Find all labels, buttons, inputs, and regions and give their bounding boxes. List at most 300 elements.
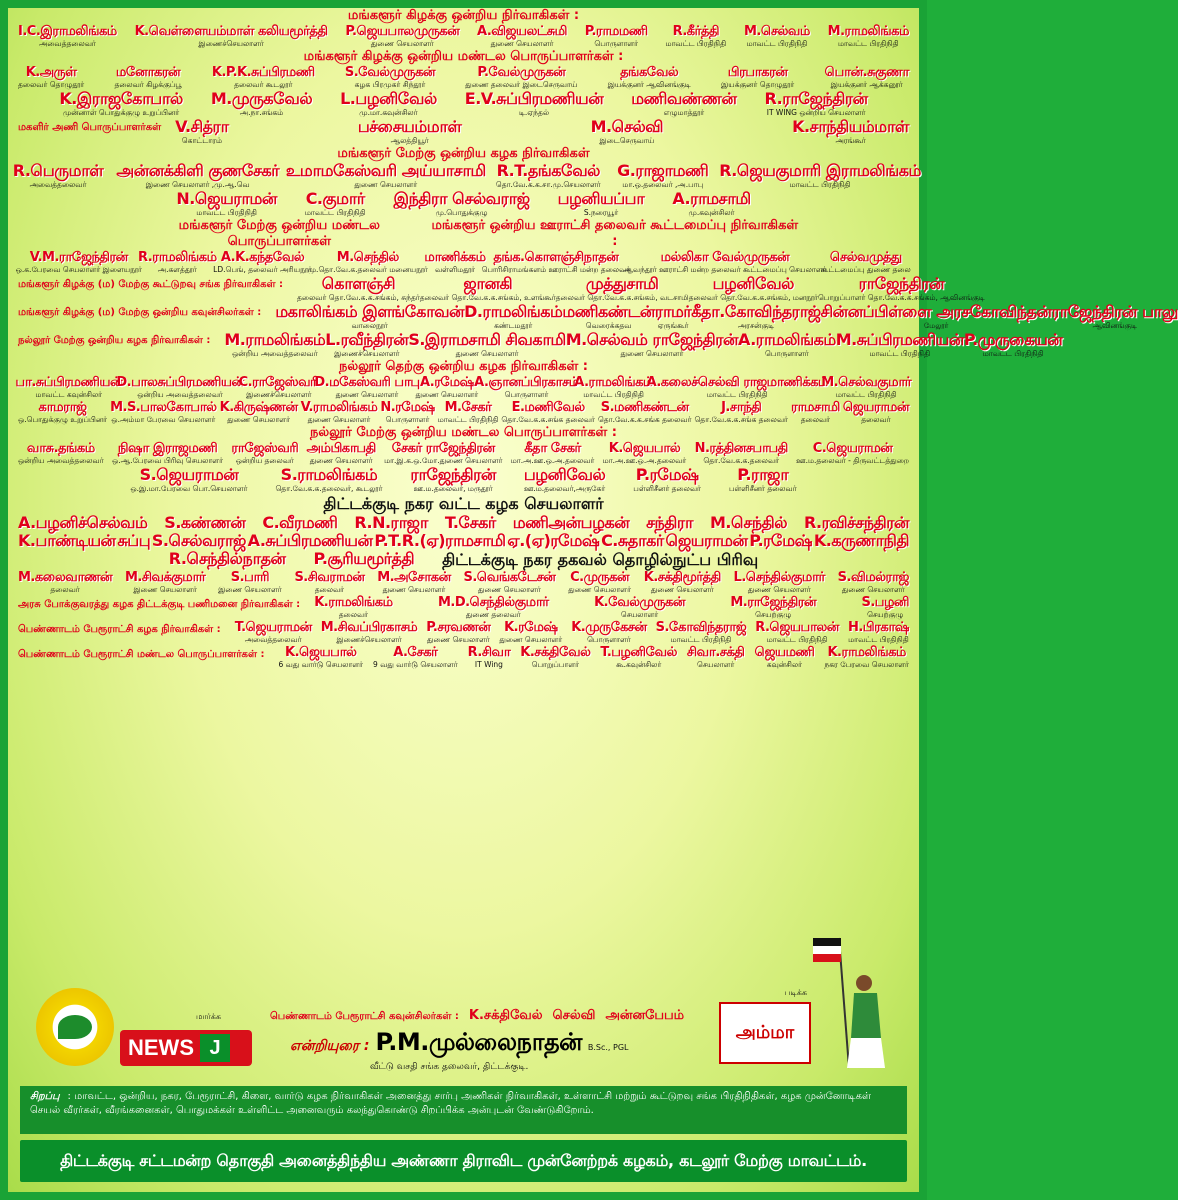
person-name: காமராஜ் [38, 400, 87, 415]
marka-label: மார்க்க [196, 1012, 222, 1021]
people-row [8, 90, 919, 118]
person-role: துணை செயலாளர் [650, 585, 714, 594]
secretary-name: K.கருணாநிதி [813, 531, 909, 550]
person-name: மகாலிங்கம் இளங்கோவன் [275, 302, 465, 321]
people-group [278, 645, 909, 670]
person-role: ஏருங்கூர் [657, 321, 689, 330]
person-card [463, 570, 555, 595]
person-name: K.ரமேஷ் [504, 620, 558, 635]
person-name: M.ராமலிங்கம் [827, 24, 909, 39]
person-card [1052, 303, 1178, 331]
person-card [631, 90, 736, 118]
person-card [689, 275, 818, 303]
note-text: : மாவட்ட, ஒன்றிய, நகர, பேரூராட்சி, கிளை, வார்டு கழக நிர்வாகிகள் அனைத்து சார்பு அணிகள் நிர்வாகிகள், உள்ளாட்சி மற்றும் கூட்டுறவு சங்க பிரதிநிதிகள், கழக முன்னோடிகள் செயல் வீரர்கள், வீரங்கனைகள், பொதுமக்கள் உள்ளிட்ட அனைவரும் கலந்துகொண்டு சிறப்பிக்க அன்புடன் வேண்டுகிறோம். [30, 1091, 872, 1116]
person-card [465, 90, 604, 118]
person-card [721, 65, 794, 90]
padikka-label: படிக்க [784, 988, 807, 997]
person-role: எழுமாத்தூர் [663, 108, 705, 117]
person-card [345, 65, 435, 90]
person-name: P.சரவணன் [426, 620, 491, 635]
person-card [691, 303, 820, 331]
note-label: சிறப்பு [30, 1091, 60, 1102]
person-card [59, 90, 183, 118]
person-name: C.ராஜேஸ்வரி [238, 375, 319, 390]
person-name: ராமர் [654, 302, 692, 321]
person-name: மல்லிகா வேல்முருகன் [660, 250, 790, 265]
person-role: மா.அ.ஊ.ஒ.அ.தலைவர் [602, 456, 687, 465]
person-role: ஒ.பொதுக்குழு உறுப்பினர் [18, 415, 108, 424]
person-role: 6 வது வார்டு செயலாளர் [278, 660, 364, 669]
person-card [861, 595, 909, 620]
person-name: T.ஜெயராமன் [234, 620, 312, 635]
it-wing-title: திட்டக்குடி நகர தகவல் தொழில்நுட்ப பிரிவு [442, 550, 759, 569]
person-role: ஆவந்தூர் ஊராட்சி மன்ற தலைவர் கூட்டமைப்பு செயலாளர் [623, 265, 827, 274]
person-name: R.T.தங்கவேல் [496, 161, 600, 180]
person-name: M.செல்வகுமார் [821, 375, 912, 390]
person-card [235, 620, 312, 645]
person-name: K.ராமலிங்கம் [827, 645, 906, 660]
person-card [754, 645, 814, 670]
secretary-name: R.ரவிச்சந்திரன் [803, 513, 909, 532]
person-role: S.நரையூர் [583, 208, 619, 217]
people-group [297, 275, 985, 303]
person-role: பொருளாளர் [504, 390, 549, 399]
person-role: மாவட்ட பிரதிநிதி [746, 39, 808, 48]
person-name: S.பாரி [230, 570, 269, 585]
person-card [556, 275, 689, 303]
person-name: R.சிவா [467, 645, 511, 660]
person-role: பொறுப்பாளர் தொ.வே.க.க.சங்கம், ஆவினங்குடி [817, 293, 985, 302]
person-role: வெரைக்கதவ [585, 321, 632, 330]
row-label: மகளிர் அணி பொருப்பாளர்கள் [18, 122, 162, 133]
person-role: துணை செயலாளர் [335, 390, 399, 399]
person-role: கவுன்சிலர் [766, 660, 803, 669]
labeled-row [8, 330, 1063, 359]
person-name: T.பழனிவேல் [600, 645, 677, 660]
person-role: இயக்குனர் தொழுதூர் [721, 80, 795, 89]
row-label: பெண்ணாடம் பேரூராட்சி மண்டல பொருப்பாளர்கள் : [18, 649, 265, 660]
secretary-name: S.கண்ணன் [164, 513, 246, 532]
person-card [495, 161, 601, 190]
person-role: பள்ளிசீனர் தலைவர் [633, 484, 701, 493]
person-role: துணை செயலாளர் [478, 585, 541, 594]
person-name: M.சிவப்பிரகாசம் [320, 620, 418, 635]
person-role: கூ.கவுன்சிலர் [616, 660, 662, 669]
person-name: P.ராஜா [737, 465, 789, 484]
person-role: இடைசெருவாய் [599, 136, 655, 145]
person-card [218, 570, 282, 595]
labeled-row [8, 302, 1178, 331]
note-box [20, 1086, 907, 1134]
person-name: P.முருகையன் [963, 330, 1063, 349]
person-card [340, 90, 437, 118]
person-name: S.இராமசாமி சிவகாமி [408, 330, 566, 349]
person-role: மேலூர் [923, 321, 949, 330]
person-card [307, 441, 376, 466]
people-row [8, 375, 919, 400]
person-role: அரங்கூர் [835, 136, 866, 145]
person-name: P.வேல்முருகன் [477, 65, 566, 80]
person-card [792, 118, 909, 146]
person-card [585, 24, 648, 49]
person-role: மாவட்ட பிரதிநிதி [583, 390, 644, 399]
person-card [15, 375, 123, 400]
greeting [290, 1028, 629, 1059]
person-name: M.சேகர் [444, 400, 492, 415]
person-card [231, 441, 298, 466]
person-role: நகர பேரவை செயலாளர் [824, 660, 909, 669]
person-role: இயக்குனர் ஆக்கனூர் [830, 80, 903, 89]
person-card [175, 118, 228, 146]
person-role: தலைவர் தொ.வே.க.க.சங்கம், உளங்கூர் [419, 293, 556, 302]
person-role: மாவட்ட பிரதிநிதி [706, 390, 768, 399]
section-title: நல்லூர் மேற்கு ஒன்றிய மண்டல பொருப்பாளர்கள் : [310, 425, 617, 440]
person-name: K.அருள் [25, 65, 77, 80]
person-role: இயக்குனர் ஆவினங்குடி [607, 80, 691, 89]
person-name: R.பெருமாள் [12, 161, 104, 180]
person-card [373, 645, 458, 670]
person-role: அவைத்தலைவர் [29, 180, 87, 189]
person-role: அவைத்தலைவர் [38, 39, 96, 48]
people-row [8, 250, 919, 275]
person-name: K.இராஜகோபால் [59, 89, 183, 108]
person-name: A.ஞானப்பிரகாசம் [474, 375, 579, 390]
person-card [116, 375, 244, 400]
person-card [608, 65, 691, 90]
person-name: ராஜேந்திரன் [410, 465, 496, 484]
person-role: அ.நா.சங்கம் [239, 108, 284, 117]
person-card [112, 441, 223, 466]
person-role: ஊ.ம.தலைவர்,அருகேர் [523, 484, 606, 493]
section-title: மங்களூர் ஒன்றிய ஊராட்சி தலைவர் கூட்டமைப்பு நிர்வாகிகள் : [431, 218, 799, 249]
person-role: அ.களத்தூர் [157, 265, 197, 274]
person-card [285, 161, 486, 190]
person-role: LD.பெங், தலைவர் அரியநூர் [213, 265, 312, 274]
people-group [314, 595, 909, 620]
person-name: K.ஜெயபால் [608, 441, 681, 456]
person-card [765, 90, 868, 118]
person-card [18, 400, 107, 425]
person-name: நிஷா இராஜமணி [117, 441, 218, 456]
person-card [791, 400, 840, 425]
person-name: N.ரத்தினசபாபதி [694, 441, 788, 456]
person-name: I.C.இராமலிங்கம் [18, 24, 117, 39]
person-card [301, 400, 378, 425]
person-name: ஜானகி [463, 274, 513, 293]
person-role: மாவட்ட பிரதிநிதி [869, 349, 931, 358]
tittakudi-title: திட்டக்குடி நகர வட்ட கழக செயலாளர் [323, 494, 604, 513]
person-name: பச்சையம்மாள் [357, 117, 462, 136]
person-role: இணைச்செயலாளர் [198, 39, 264, 48]
person-role: துணை செயலாளர் [426, 635, 490, 644]
person-name: அன்னக்கிளி குணசேகர் [116, 161, 280, 180]
person-role: பொறுப்பாளர் [531, 660, 580, 669]
person-name: V.M.ராஜேந்திரன் [29, 250, 128, 265]
person-role: மாவட்ட பிரதிநிதி [304, 208, 366, 217]
person-name: A.ரமேஷ் [419, 375, 474, 390]
pennadam-row [8, 620, 919, 645]
person-role: ஒன்றிய அவைத்தலைவர் [18, 456, 104, 465]
person-card [15, 250, 142, 275]
person-name: S.வெங்கடேசன் [463, 570, 556, 585]
person-card [511, 441, 595, 466]
person-name: R.கீர்த்தி [672, 24, 720, 39]
person-name: P.ரமேஷ் [635, 465, 699, 484]
person-card [598, 400, 691, 425]
person-name: C.குமார் [305, 189, 365, 208]
person-role: தலைவர் தொ.வே.க.க.சங்கம், சுந்தர் [297, 293, 420, 302]
person-name: S.வேல்முருகன் [344, 65, 435, 80]
person-name: R.ராஜேந்திரன் [764, 89, 868, 108]
person-name: உமாமகேஸ்வரி அய்யாசாமி [285, 161, 486, 180]
person-card [501, 400, 594, 425]
person-card [600, 645, 676, 670]
row-label: அரசு போக்குவரத்து கழக திட்டக்குடி பணிமனை நிர்வாகிகள் : [18, 599, 301, 610]
greeting-degree: B.Sc., PGL [587, 1043, 629, 1052]
person-name: ராஜேஸ்வரி [231, 441, 299, 456]
bottom-banner: திட்டக்குடி சட்டமன்ற தொகுதி அனைத்திந்திய அண்ணா திராவிட முன்னேற்றக் கழகம், கடலூர் மேற்கு மாவட்டம். [20, 1140, 907, 1182]
person-name: R.ராமலிங்கம் [137, 250, 217, 265]
person-card [465, 65, 577, 90]
person-name: கீதா.கோவிந்தராஜ் [691, 302, 821, 321]
row-label: நல்லூர் மேற்கு ஒன்றிய கழக நிர்வாகிகள் : [18, 335, 211, 346]
person-name: பழனிவேல் [523, 465, 606, 484]
person-card [571, 620, 646, 645]
person-card [818, 275, 985, 303]
secretary-name: K.பாண்டியன் [18, 531, 116, 550]
person-card [824, 65, 908, 90]
person-card [694, 400, 787, 425]
person-card [477, 24, 567, 49]
tittakudi-names-row [8, 550, 919, 570]
secretary-name: R.செந்தில்நாதன் [168, 549, 286, 568]
person-card [738, 331, 836, 359]
person-card [576, 375, 651, 400]
person-role: பொருளாளர் [765, 349, 809, 358]
person-role: துணை செயலாளர் [307, 415, 371, 424]
person-name: N.ஜெயராமன் [176, 189, 277, 208]
person-name: முத்துசாமி [585, 274, 659, 293]
person-name: S.ராமலிங்கம் [280, 465, 378, 484]
secretary-name: ஜெயராமன் [665, 531, 748, 550]
flag-figure-icon [819, 928, 899, 1078]
person-card [558, 190, 645, 218]
person-card [116, 161, 280, 190]
person-role: ஒ.இ.மா.பேரவை பொ.செயலாளர் [130, 484, 248, 493]
pennadam-row [8, 645, 919, 670]
person-name: M.சுப்பிரமணியன் [835, 330, 964, 349]
person-name: K.P.K.சுப்பிரமணி [211, 65, 315, 80]
person-card [305, 190, 366, 218]
person-card [744, 24, 810, 49]
person-name: S.விமல்ராஜ் [837, 570, 909, 585]
person-role: தொ.வே.க.க.தலைவர், கூடலூர் [275, 484, 383, 493]
person-card [821, 303, 1052, 331]
person-name: கொளஞ்சி [321, 274, 395, 293]
person-role: தொ.வே.க.க.தலைவர் [703, 456, 779, 465]
person-card [655, 303, 691, 331]
person-role: தலைவர் கூடலூர் [234, 80, 293, 89]
person-role: ஊ.ம.தலைவர், மருதூர் [413, 484, 493, 493]
person-name: H.பிரகாஷ் [847, 620, 909, 635]
person-role: துணை செயலாளர் [490, 39, 554, 48]
person-card [474, 375, 579, 400]
person-name: தங்க.கொளஞ்சிநாதன் [493, 250, 619, 265]
people-row [8, 190, 919, 218]
person-name: A.ராமலிங்கம் [738, 330, 836, 349]
person-card [18, 24, 117, 49]
person-name: S.கோவிந்தராஜ் [655, 620, 747, 635]
person-name: K.முருகேசன் [571, 620, 647, 635]
person-role: தொ.வே.க.க.சங்க தலைவர் [694, 415, 788, 424]
person-role: இணைச்செயலாளர் [336, 635, 402, 644]
person-name: A.ராமலிங்கம் [574, 375, 653, 390]
person-role: அவைத்தலைவர் [244, 635, 302, 644]
person-card [964, 331, 1063, 359]
person-role: தலைவர் தொ.வே.க.க.சங்கம், வடசாமி [555, 293, 689, 302]
person-role: துணை செயலாளர் [382, 585, 446, 594]
person-card [848, 620, 909, 645]
person-card [220, 400, 298, 425]
council-name: அன்னபேபம் [605, 1008, 685, 1023]
person-name: ஜெயமணி [754, 645, 815, 660]
person-role: மு.பொதுக்குழு [435, 208, 488, 217]
person-name: பா.சுப்பிரமணியன் [15, 375, 123, 390]
person-role: செயலாளர் [620, 610, 659, 619]
person-role: மாவட்ட பிரதிநிதி [196, 208, 257, 217]
person-card [410, 466, 495, 494]
person-role: கூட்டமைப்பு துணை தலை [820, 265, 911, 274]
secretary-name: P.சூரியமூர்த்தி [313, 549, 415, 568]
person-role: இணைச்செயலாளர் [246, 390, 312, 399]
person-card [307, 250, 428, 275]
person-name: செல்வமுத்து [829, 250, 902, 265]
person-card [499, 620, 562, 645]
person-card [426, 620, 490, 645]
person-card [417, 375, 477, 400]
person-role: மாவட்ட பிரதிநிதி [789, 180, 851, 189]
person-name: ராஜேந்திரன் பாலு [1051, 302, 1178, 321]
secretary-name: C.வீரமணி [262, 513, 338, 532]
person-name: D.மகேஸ்வரி பாபு [314, 375, 420, 390]
person-card [377, 570, 450, 595]
person-name: S.பழனி [861, 595, 909, 610]
person-role: ஒ.க.பேரவை செயலாளர் இளையநூர் [15, 265, 142, 274]
person-card [755, 620, 839, 645]
person-role: செயற்குழு [867, 610, 904, 619]
person-role: ஒன்றிய தலைவர் [235, 456, 294, 465]
person-card [843, 400, 909, 425]
council-name: செல்வி [552, 1008, 596, 1023]
person-role: IT Wing [474, 660, 503, 669]
person-name: E.மணிவேல் [511, 400, 585, 415]
person-card [297, 275, 420, 303]
secretary-name: T.சேகர் [444, 513, 496, 532]
person-name: அம்பிகாபதி [306, 441, 376, 456]
tittakudi-names-row [8, 514, 919, 532]
person-card [426, 250, 485, 275]
person-name: K.சக்திவேல் [520, 645, 591, 660]
person-role: தலைவர் தொழுதூர் [18, 80, 85, 89]
person-card [836, 331, 964, 359]
person-role: துணை செயலாளர் [499, 635, 563, 644]
person-name: M.செந்தில் [336, 250, 399, 265]
secretary-name: சந்திரா [646, 513, 694, 532]
person-name: ராமசாமி [791, 400, 840, 415]
person-name: A.K.கந்தவேல் [220, 250, 305, 265]
row-label: மங்களூர் கிழக்கு (ம) மேற்கு கூட்டுறவு சங்க நிர்வாகிகள் : [18, 279, 283, 290]
person-role: கொட்டாரம் [181, 136, 223, 145]
person-card [18, 65, 84, 90]
person-card [591, 118, 663, 146]
person-name: K.வெள்ளையம்மாள் கலியமூர்த்தி [134, 24, 328, 39]
person-role: மாவட்ட பிரதிநிதி [670, 635, 732, 644]
person-card [325, 331, 408, 359]
person-name: S.சிவராமன் [294, 570, 365, 585]
person-card [125, 570, 205, 595]
person-role: தலைவர் [338, 610, 369, 619]
person-card [524, 466, 605, 494]
person-name: N.ரமேஷ் [380, 400, 435, 415]
news-j-letter: J [200, 1034, 230, 1062]
person-role: 9 வது வார்டு செயலாளர் [373, 660, 458, 669]
person-role: துணை செயலாளர் [620, 349, 684, 358]
person-name: பிரபாகரன் [727, 65, 788, 80]
person-role: பொருளாளர் [587, 635, 631, 644]
person-card [796, 441, 909, 466]
person-role: துணை செயலாளர் [354, 180, 418, 189]
person-card [211, 90, 312, 118]
person-card [110, 400, 217, 425]
person-card [114, 65, 181, 90]
person-name: D.பாலசுப்பிரமணியன் [116, 375, 244, 390]
person-role: வள்ளிமதூர் [434, 265, 476, 274]
row-label: பெண்ணாடம் பேரூராட்சி கழக நிர்வாகிகள் : [18, 624, 221, 635]
secretary-name: R.N.ராஜா [354, 513, 428, 532]
person-name: J.சாந்தி [721, 400, 762, 415]
people-row [8, 441, 919, 466]
person-name: M.ராமலிங்கம் [224, 330, 326, 349]
person-name: M.செல்வம் [743, 24, 810, 39]
person-role: ஒ.ஆ.பேரவை பிரிவு செயலாளர் [111, 456, 223, 465]
person-role: ஆலத்தியூர் [390, 136, 429, 145]
person-card [408, 331, 565, 359]
poster-content [8, 8, 1178, 670]
person-card [358, 118, 462, 146]
person-role: முன்னாள் பொதுக்குழு உறுப்பினர் [62, 108, 180, 117]
person-role: பொருளாளர் [385, 415, 430, 424]
person-role: துணை தலைவர் [465, 610, 521, 619]
person-role: IT WING ஒன்றிய செயலாளர் [766, 108, 866, 117]
person-name: A.கலைச்செல்வி ராஜமாணிக்கம் [646, 375, 828, 390]
person-role: தலைவர் தொ.வே.க.க.சங்கம், மனநூர் [688, 293, 818, 302]
person-name: சின்னப்பிள்ளை அரசகோவிந்தன் [820, 302, 1052, 321]
person-card [215, 250, 310, 275]
person-card [212, 65, 315, 90]
person-card [617, 161, 709, 190]
person-name: G.ராஜாமணி [617, 161, 709, 180]
section-title: மங்களூர் கிழக்கு ஒன்றிய நிர்வாகிகள் : [347, 8, 580, 23]
person-name: R.ஜெயபாலன் [755, 620, 839, 635]
person-name: K.சாந்தியம்மாள் [792, 117, 909, 136]
secretary-name: C.சுதாகர் [601, 531, 664, 550]
person-name: L.பழனிவேல் [340, 89, 437, 108]
person-role: மாவட்ட பிரதிநிதி [437, 415, 499, 424]
tittakudi-names-row [8, 532, 919, 550]
person-role: டி.ஏந்தல் [518, 108, 550, 117]
person-card [394, 190, 530, 218]
person-name: மனோகரன் [115, 65, 181, 80]
